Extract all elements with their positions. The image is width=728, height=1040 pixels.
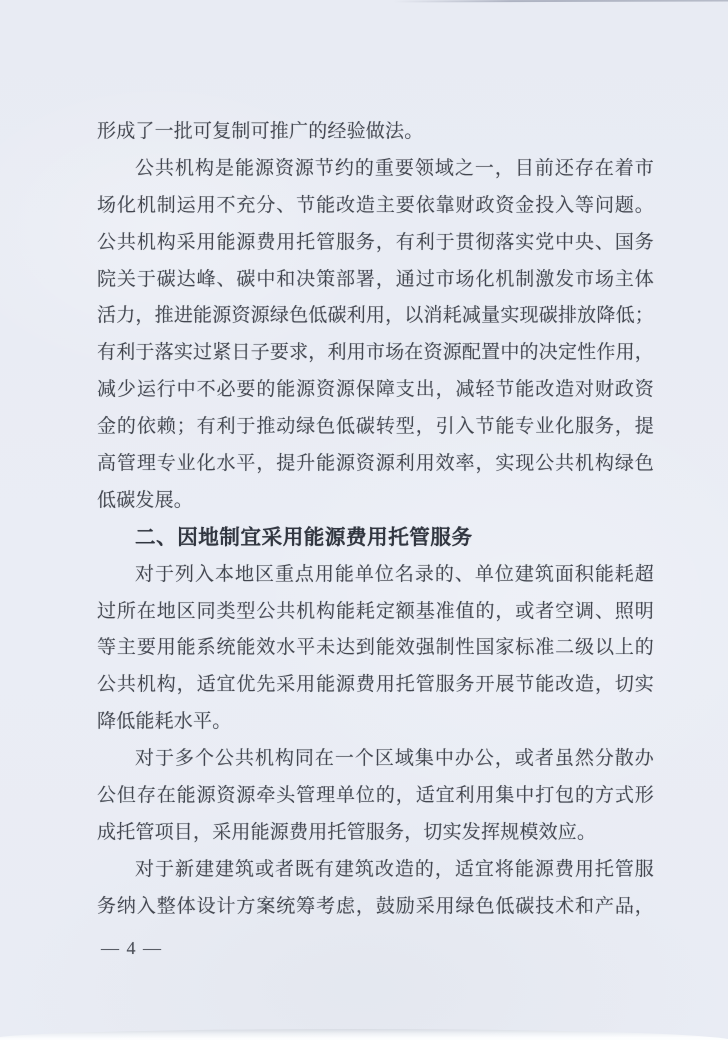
body-line: 形成了一批可复制可推广的经验做法。 [97,121,424,142]
body-line: 高管理专业化水平，提升能源资源利用效率，实现公共机构绿色 [97,453,654,475]
body-line: 减少运行中不必要的能源资源保障支出，减轻节能改造对财政资 [97,379,654,401]
body-line: 等主要用能系统能效水平未达到能效强制性国家标准二级以上的 [97,637,654,659]
body-line: 降低能耗水平。 [97,711,232,733]
body-line: 低碳发展。 [97,489,194,511]
body-line: 场化机制运用不充分、节能改造主要依靠财政资金投入等问题。 [97,194,654,216]
body-line: 活力，推进能源资源绿色低碳利用，以消耗减量实现碳排放降低； [97,305,654,327]
body-line: 务纳入整体设计方案统筹考虑，鼓励采用绿色低碳技术和产品， [97,895,654,917]
body-line: 公但存在能源资源牵头管理单位的，适宜利用集中打包的方式形 [97,785,654,807]
section-heading: 二、因地制宜采用能源费用托管服务 [135,525,473,549]
body-line: 公共机构采用能源费用托管服务，有利于贯彻落实党中央、国务 [97,231,654,253]
page-number: — 4 — [101,938,163,958]
body-line: 过所在地区同类型公共机构能耗定额基准值的，或者空调、照明 [97,600,654,622]
body-line: 公共机构是能源资源节约的重要领域之一，目前还存在着市 [135,157,654,179]
body-line: 公共机构，适宜优先采用能源费用托管服务开展节能改造，切实 [97,674,654,696]
body-line: 金的依赖；有利于推动绿色低碳转型，引入节能专业化服务，提 [97,416,654,438]
body-line: 院关于碳达峰、碳中和决策部署，通过市场化机制激发市场主体 [97,268,654,290]
body-line: 对于多个公共机构同在一个区域集中办公，或者虽然分散办 [135,748,654,770]
body-line: 有利于落实过紧日子要求，利用市场在资源配置中的决定性作用， [97,342,654,364]
body-line: 成托管项目，采用能源费用托管服务，切实发挥规模效应。 [97,821,597,843]
scan-bottom-edge [0,1028,728,1040]
scan-top-edge [393,0,728,2]
body-line: 对于列入本地区重点用能单位名录的、单位建筑面积能耗超 [135,563,654,585]
body-line: 对于新建建筑或者既有建筑改造的，适宜将能源费用托管服 [135,858,654,880]
document-body [97,114,654,926]
